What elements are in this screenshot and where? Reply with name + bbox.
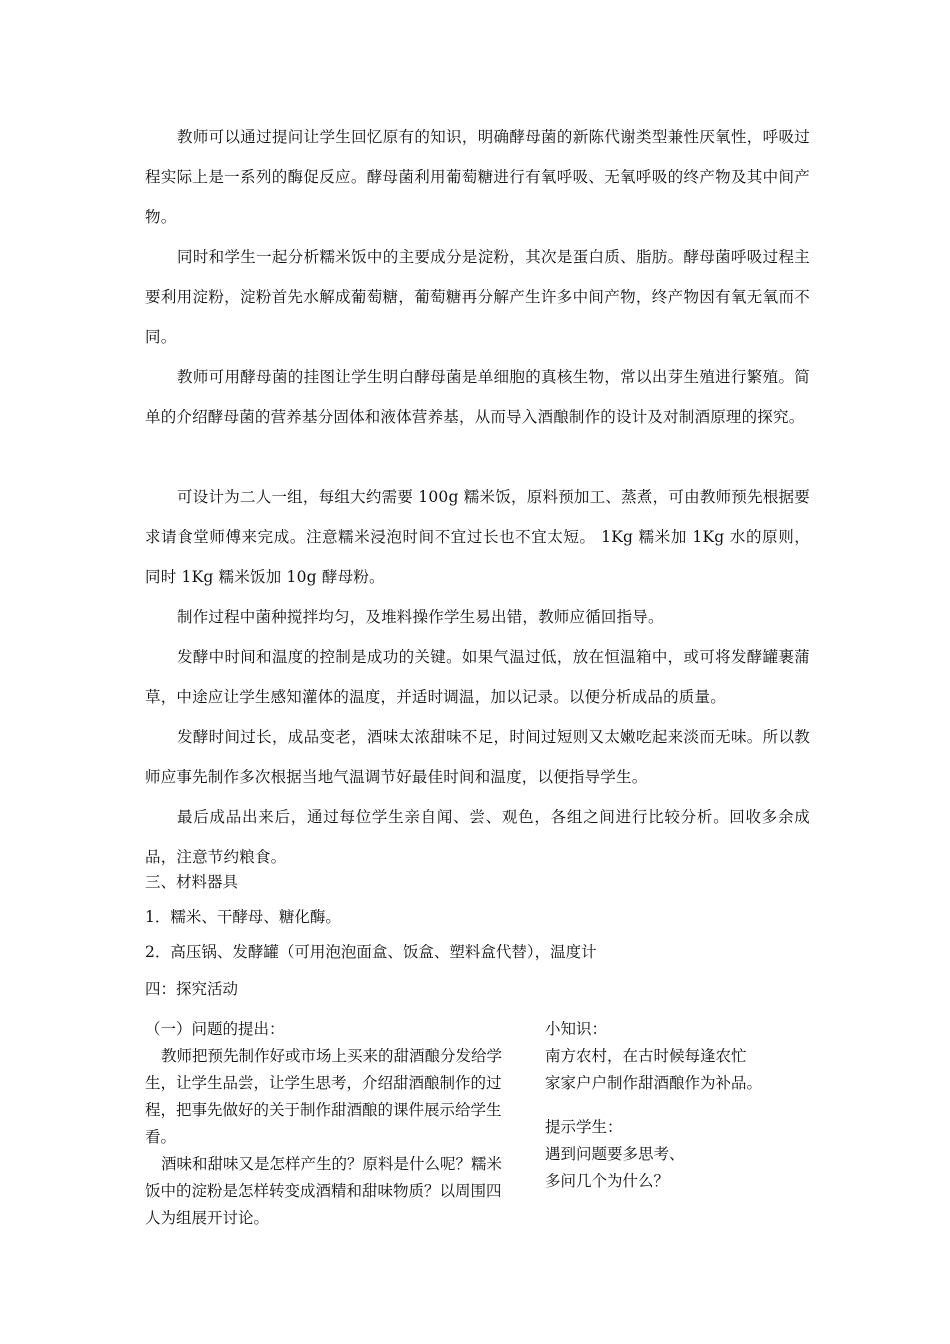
paragraph-yeast-diagram: 教师可用酵母菌的挂图让学生明白酵母菌是单细胞的真核生物，常以出芽生殖进行繁殖。简单的介绍酵母菌的营养基分固体和液体营养基，从而导入酒酿制作的设计及对制酒原理的探究。	[145, 368, 810, 426]
section-heading-materials: 三、材料器具	[145, 873, 239, 891]
activity-left-column	[145, 1016, 510, 1232]
hint-line-1: 遇到问题要多思考、	[545, 1145, 685, 1163]
paragraph-yeast-metabolism: 教师可以通过提问让学生回忆原有的知识，明确酵母菌的新陈代谢类型兼性厌氧性，呼吸过程实际上是一系列的酶促反应。酵母菌利用葡萄糖进行有氧呼吸、无氧呼吸的终产物及其中间产物。	[145, 128, 810, 226]
materials-item-1: 1．糯米、干酵母、糖化酶。	[145, 908, 341, 926]
hint-title: 提示学生：	[545, 1118, 623, 1136]
spacer	[545, 1097, 805, 1114]
question-heading: （一）问题的提出：	[145, 1020, 285, 1038]
sidebar-notes	[545, 1016, 805, 1195]
tip-line-2: 家家户户制作甜酒酿作为补品。	[545, 1074, 763, 1092]
paragraph-fermentation-control: 发酵中时间和温度的控制是成功的关键。如果气温过低，放在恒温箱中，或可将发酵罐裹蒲草，中途应让学生感知灌体的温度，并适时调温，加以记录。以便分析成品的质量。	[145, 648, 810, 706]
paragraph-stirring: 制作过程中菌种搅拌均匀，及堆料操作学生易出错，教师应循回指导。	[177, 608, 664, 626]
question-paragraph-1: 教师把预先制作好或市场上买来的甜酒酿分发给学生，让学生品尝，让学生思考，介绍甜酒酿制作的过程，把事先做好的关于制作甜酒酿的课件展示给学生看。	[145, 1047, 503, 1146]
paragraph-group-design: 可设计为二人一组，每组大约需要 100g 糯米饭，原料预加工、蒸煮，可由教师预先根据要求请食堂师傅来完成。注意糯米浸泡时间不宜过长也不宜太短。 1Kg 糯米加 1Kg 水的原则，同时 1Kg 糯米饭加 10g 酵母粉。	[145, 488, 810, 586]
paragraph-starch-analysis: 同时和学生一起分析糯米饭中的主要成分是淀粉，其次是蛋白质、脂肪。酵母菌呼吸过程主要利用淀粉，淀粉首先水解成葡萄糖，葡萄糖再分解产生许多中间产物，终产物因有氧无氧而不同。	[145, 248, 810, 346]
hint-line-2: 多问几个为什么？	[545, 1172, 670, 1190]
tip-title: 小知识：	[545, 1020, 608, 1038]
paragraph-final-product: 最后成品出来后，通过每位学生亲自闻、尝、观色，各组之间进行比较分析。回收多余成品，注意节约粮食。	[145, 808, 810, 866]
section-heading-activity: 四：探究活动	[145, 980, 239, 998]
paragraph-fermentation-time: 发酵时间过长，成品变老，酒味太浓甜味不足，时间过短则又太嫩吃起来淡而无味。所以教师应事先制作多次根据当地气温调节好最佳时间和温度，以便指导学生。	[145, 728, 810, 786]
question-paragraph-2: 酒味和甜味又是怎样产生的？原料是什么呢？糯米饭中的淀粉是怎样转变成酒精和甜味物质？以周围四人为组展开讨论。	[145, 1155, 503, 1227]
tip-line-1: 南方农村，在古时候每逢农忙	[545, 1047, 747, 1065]
materials-item-2: 2．高压锅、发酵罐（可用泡泡面盒、饭盒、塑料盒代替），温度计	[145, 943, 597, 961]
